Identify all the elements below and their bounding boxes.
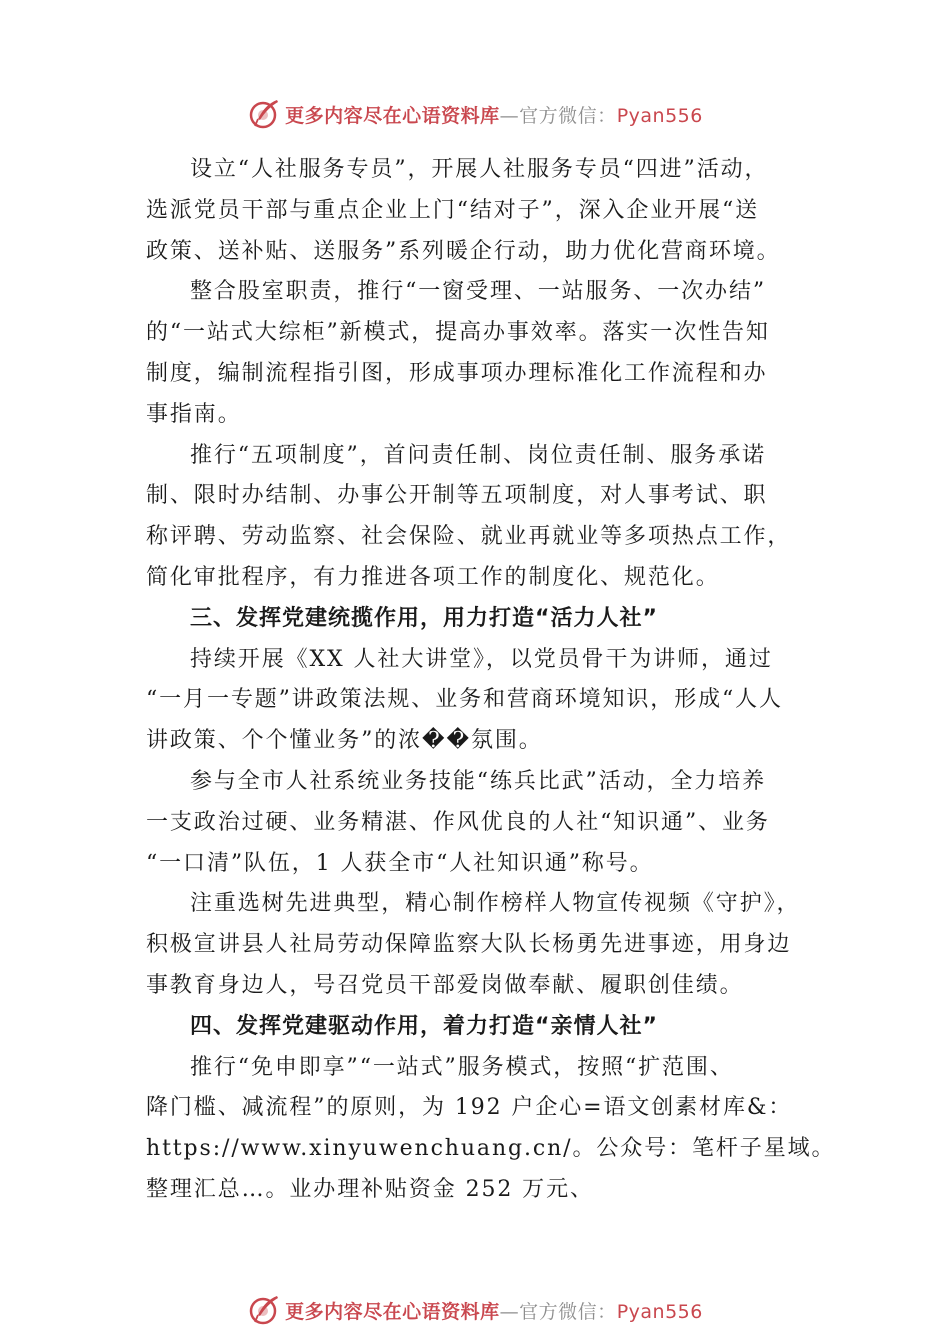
text-line: 事指南。 [146, 401, 242, 427]
text-line: 积极宣讲县人社局劳动保障监察大队长杨勇先进事迹，用身边 [146, 932, 792, 958]
text-line: 设立“人社服务专员”，开展人社服务专员“四进”活动， [190, 157, 769, 182]
text-line: 制度，编制流程指引图，形成事项办理标准化工作流程和办 [146, 360, 768, 386]
watermark-banner-bottom [0, 1290, 950, 1330]
quill-logo-icon [247, 1293, 281, 1327]
body-paragraph [146, 1048, 836, 1211]
quill-logo-icon [247, 97, 281, 131]
text-line: 事教育身边人，号召党员干部爱岗做奉献、履职创佳绩。 [146, 972, 744, 998]
watermark-id-text: Pyan556 [616, 104, 703, 127]
text-line: 参与全市人社系统业务技能“练兵比武”活动，全力培养 [190, 768, 766, 794]
text-line: 持续开展《XX 人社大讲堂》，以党员骨干为讲师，通过 [190, 646, 773, 672]
section-heading [146, 1007, 830, 1048]
watermark-sub-text: —官方微信： [499, 1300, 617, 1323]
document-body [146, 150, 836, 1211]
text-line: https://www.xinyuwenchuang.cn/。公众号：笔杆子星域。 [146, 1136, 836, 1162]
section-heading [146, 599, 830, 640]
text-line: 称评聘、劳动监察、社会保险、就业再就业等多项热点工作， [146, 524, 792, 550]
watermark-sub-text: —官方微信： [499, 104, 617, 127]
body-paragraph [146, 640, 830, 762]
text-line: “一口清”队伍，1 人获全市“人社知识通”称号。 [146, 850, 654, 876]
text-line: 制、限时办结制、办事公开制等五项制度，对人事考试、职 [146, 483, 768, 509]
text-line: 的“一站式大综柜”新模式，提高办事效率。落实一次性告知 [146, 320, 770, 346]
watermark-main-text: 更多内容尽在心语资料库 [285, 1300, 500, 1323]
body-paragraph [146, 150, 830, 272]
text-line: 整理汇总…。业办理补贴资金 252 万元、 [146, 1176, 594, 1202]
text-line: 政策、送补贴、送服务”系列暖企行动，助力优化营商环境。 [146, 238, 781, 264]
text-line: “一月一专题”讲政策法规、业务和营商环境知识，形成“人人 [146, 687, 783, 713]
text-line: 选派党员干部与重点企业上门“结对子”，深入企业开展“送 [146, 197, 760, 223]
text-line: 注重选树先进典型，精心制作榜样人物宣传视频《守护》， [190, 891, 801, 917]
body-paragraph [146, 272, 830, 435]
body-paragraph [146, 762, 830, 884]
body-paragraph [146, 436, 830, 599]
text-line: 讲政策、个个懂业务”的浓��氛围。 [146, 728, 543, 754]
text-line: 推行“免申即享”“一站式”服务模式，按照“扩范围、 [190, 1054, 734, 1080]
watermark-main-text: 更多内容尽在心语资料库 [285, 104, 500, 127]
text-line: 三、发挥党建统揽作用，用力打造“活力人社” [190, 605, 658, 631]
text-line: 四、发挥党建驱动作用，着力打造“亲情人社” [190, 1013, 658, 1039]
watermark-banner-top [0, 94, 950, 134]
text-line: 降门槛、减流程”的原则，为 192 户企心=语文创素材库&： [146, 1095, 793, 1121]
watermark-id-text: Pyan556 [616, 1300, 703, 1323]
text-line: 简化审批程序，有力推进各项工作的制度化、规范化。 [146, 564, 720, 590]
body-paragraph [146, 884, 830, 1006]
text-line: 一支政治过硬、业务精湛、作风优良的人社“知识通”、业务 [146, 809, 770, 835]
text-line: 整合股室职责，推行“一窗受理、一站服务、一次办结” [190, 279, 766, 305]
text-line: 推行“五项制度”，首问责任制、岗位责任制、服务承诺 [190, 442, 766, 468]
